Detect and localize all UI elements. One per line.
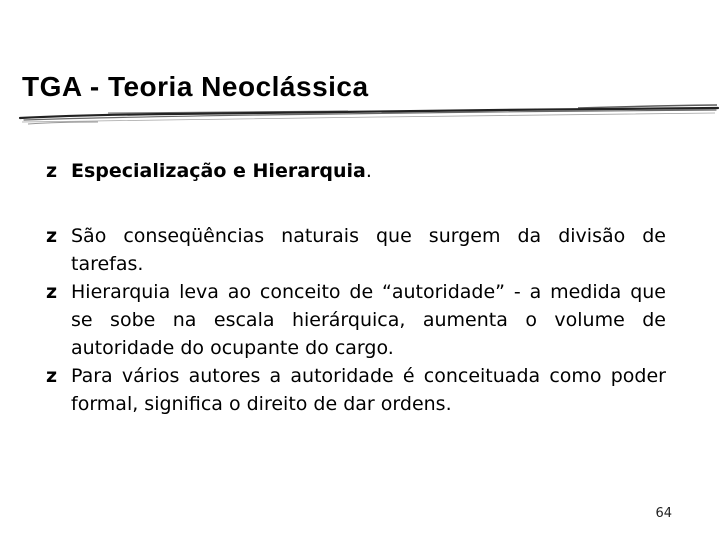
bullet-heading bbox=[46, 157, 666, 185]
bullet-text: Para vários autores a autoridade é conceituada como poder formal, significa o direito de dar ordens. bbox=[71, 365, 666, 415]
bullet-item bbox=[46, 278, 666, 362]
bullet-text: Hierarquia leva ao conceito de “autoridade” - a medida que se sobe na escala hierárquica, aumenta o volume de autoridade do ocupante do cargo. bbox=[71, 281, 666, 359]
bullet-text: São conseqüências naturais que surgem da divisão de tarefas. bbox=[71, 225, 666, 275]
heading-text: Especialização e Hierarquia bbox=[71, 160, 366, 182]
bullet-z-icon: z bbox=[46, 365, 58, 387]
bullet-z-icon: z bbox=[46, 160, 58, 182]
title-underline-brush bbox=[18, 100, 720, 130]
bullet-item bbox=[46, 222, 666, 278]
bullet-z-icon: z bbox=[46, 281, 58, 303]
page-number: 64 bbox=[655, 506, 672, 521]
bullet-z-icon: z bbox=[46, 225, 58, 247]
bullet-item bbox=[46, 362, 666, 418]
slide-title: TGA - Teoria Neoclássica bbox=[22, 71, 369, 102]
heading-period: . bbox=[365, 160, 372, 182]
bullet-list bbox=[46, 157, 666, 418]
